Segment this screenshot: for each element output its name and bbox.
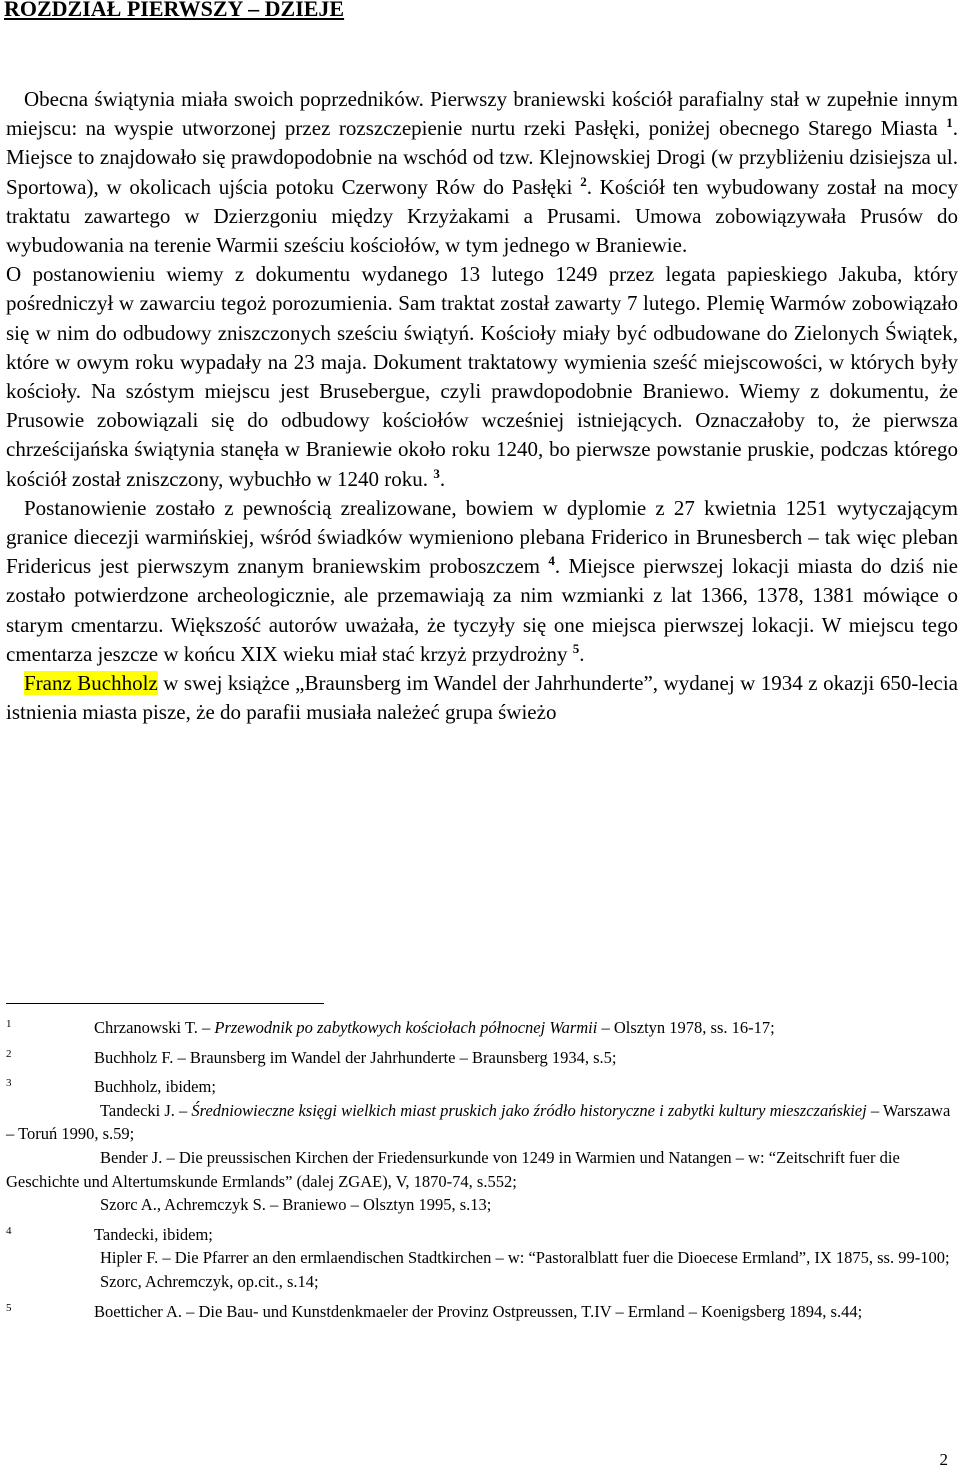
chapter-heading: ROZDZIAŁ PIERWSZY – DZIEJE bbox=[4, 0, 345, 21]
highlighted-name: Franz Buchholz bbox=[24, 671, 158, 696]
footnote-4: 4 Tandecki, ibidem; Hipler F. – Die Pfarrer an den ermlaendischen Stadtkirchen – w: “Pastoralblatt fuer die Dioecese Ermland”, IX 1875, ss. 99-100; Szorc, Achremczyk, op.cit., s.14; bbox=[6, 1220, 954, 1294]
paragraph-2: O postanowieniu wiemy z dokumentu wydanego 13 lutego 1249 przez legata papieskiego Jakuba, który pośredniczył w zawarciu tegoż porozumienia. Sam traktat został zawarty 7 lutego. Plemię Warmów zobowiązało się w nim do odbudowy zniszczonych sześciu świątyń. Kościoły miały być odbudowane do Zielonych Świątek, które w owym roku wypadały na 23 maja. Dokument traktatowy wymienia sześć miejscowości, w których były kościoły. Na szóstym miejscu jest Brusebergue, czyli prawdopodobnie Braniewo. Wiemy z dokumentu, że Prusowie zobowiązali się do odbudowy kościołów wcześniej istniejących. Oznaczałoby to, że pierwsza chrześcijańska świątynia stanęła w Braniewie około roku 1240, bo pierwsze powstanie pruskie, podczas którego kościół został zniszczony, wybuchło w 1240 roku. $^3$. bbox=[6, 262, 958, 491]
footnote-separator bbox=[6, 1003, 324, 1004]
footnote-ref-4: 4 bbox=[548, 553, 555, 569]
page-number: 2 bbox=[939, 1450, 948, 1469]
paragraph-1: Obecna świątynia miała swoich poprzedników. Pierwszy braniewski kościół parafialny stał w zupełnie innym miejscu: na wyspie utworzonej przez rozszczepienie nurtu rzeki Pasłęki, poniżej obecnego Starego Miasta $^1$. Miejsce to znajdowało się prawdopodobnie na wschód od tzw. Klejnowskiej Drogi (w przybliżeniu dzisiejsza ul. Sportowa), w okolicach ujścia potoku Czerwony Rów do Pasłęki $^2$. Kościół ten wybudowany został na mocy traktatu zawartego w Dzierzgoniu między Krzyżakami a Prusami. Umowa zobowiązywała Prusów do wybudowania na terenie Warmii sześciu kościołów, w tym jednego w Braniewie. bbox=[6, 87, 958, 258]
paragraph-3: Postanowienie zostało z pewnością zrealizowane, bowiem w dyplomie z 27 kwietnia 1251 wytyczającym granice diecezji warmińskiej, wśród świadków wymieniono plebana Friderico in Brunesberch – tak więc pleban Fridericus jest pierwszym znanym braniewskim proboszczem $^4$. Miejsce pierwszej lokacji miasta do dziś nie zostało potwierdzone archeologicznie, ale przemawiają za nim wzmianki z lat 1366, 1378, 1381 mówiące o starym cmentarzu. Większość autorów uważała, że tyczyły się one miejsca pierwszej lokacji. W miejscu tego cmentarza jeszcze w końcu XIX wieku miał stać krzyż przydrożny $^5$. bbox=[6, 495, 958, 666]
footnotes bbox=[6, 1013, 954, 1326]
footnote-number: 2 bbox=[6, 1047, 12, 1060]
footnote-ref-1: 1 bbox=[946, 115, 953, 131]
footnote-ref-2: 2 bbox=[580, 173, 587, 189]
body-text bbox=[6, 85, 958, 727]
footnote-3: 3 Buchholz, ibidem; Tandecki J. – Średniowieczne księgi wielkich miast pruskich jako źródło historyczne i zabytki kultury mieszczańskiej – Warszawa – Toruń 1990, s.59; Bender J. – Die preussischen Kirchen der Friedensurkunde von 1249 in Warmien und Natangen – w: “Zeitschrift fuer die Geschichte und Altertumskunde Ermlands” (dalej ZGAE), V, 1870-74, s.552; Szorc A., Achremczyk S. – Braniewo – Olsztyn 1995, s.13; bbox=[6, 1072, 954, 1217]
footnote-2: 2 Buchholz F. – Braunsberg im Wandel der Jahrhunderte – Braunsberg 1934, s.5; bbox=[6, 1043, 954, 1070]
footnote-ref-5: 5 bbox=[572, 640, 580, 656]
paragraph-4: Franz Buchholz w swej książce „Braunsberg im Wandel der Jahrhunderte”, wydanej w 1934 z okazji 650-lecia istnienia miasta pisze, że do parafii musiała należeć grupa świeżo bbox=[6, 671, 958, 725]
footnote-5: 5 Boetticher A. – Die Bau- und Kunstdenkmaeler der Provinz Ostpreussen, T.IV – Ermland – Koenigsberg 1894, s.44; bbox=[6, 1297, 954, 1324]
footnote-1: 1 Chrzanowski T. – Przewodnik po zabytkowych kościołach północnej Warmii – Olsztyn 1978, ss. 16-17; bbox=[6, 1013, 954, 1040]
footnote-number: 4 bbox=[6, 1224, 12, 1237]
footnote-number: 1 bbox=[6, 1018, 12, 1030]
footnote-number: 3 bbox=[6, 1077, 12, 1090]
footnote-number: 5 bbox=[6, 1301, 12, 1314]
footnote-ref-3: 3 bbox=[433, 465, 440, 481]
